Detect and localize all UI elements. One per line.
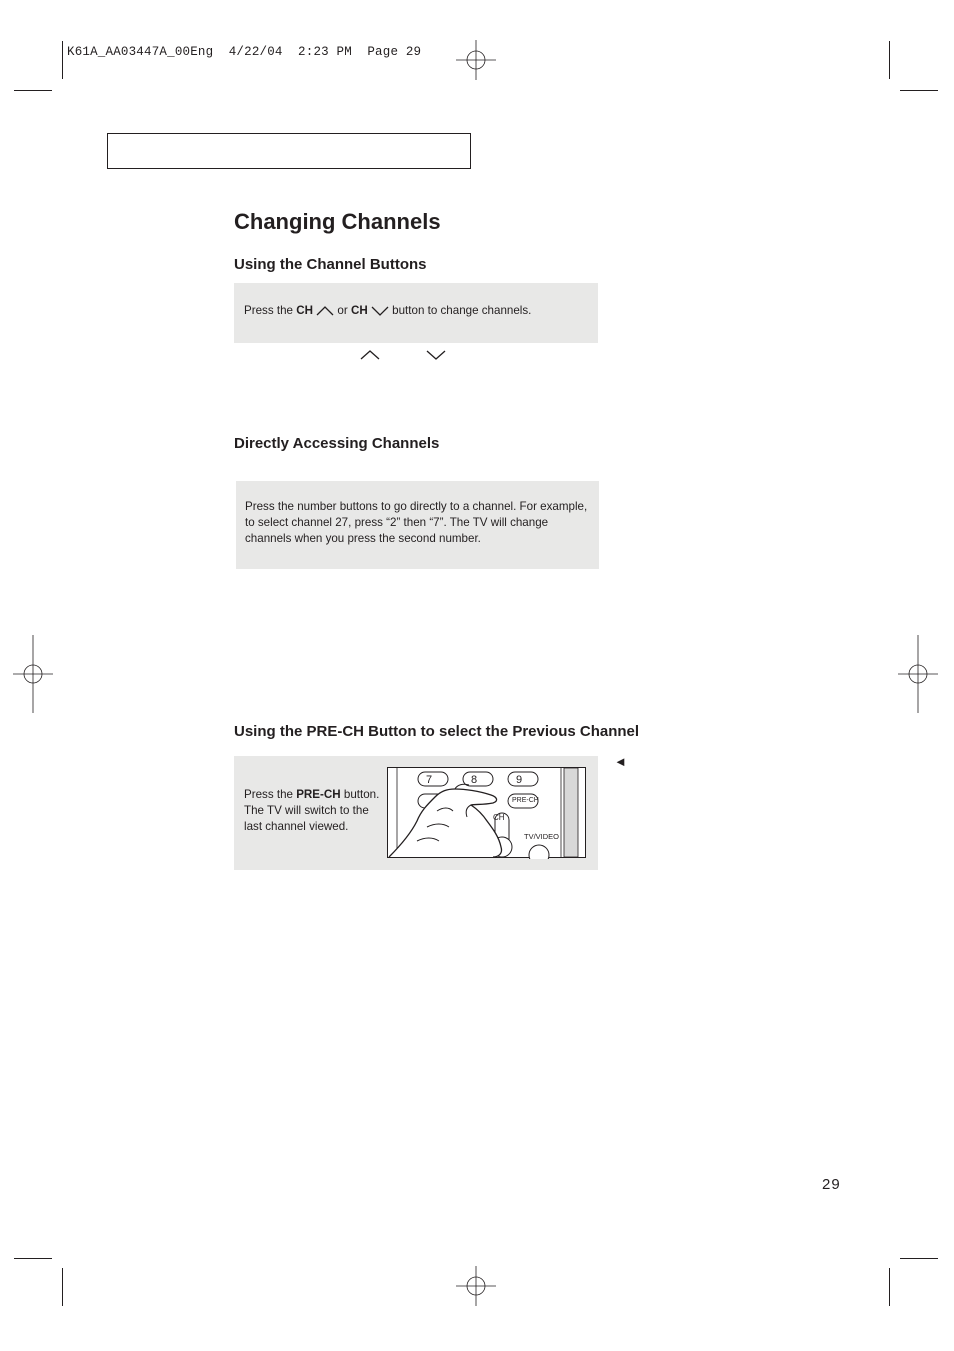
text-line-3: last channel viewed. bbox=[244, 820, 349, 833]
registration-mark-icon bbox=[456, 1266, 496, 1306]
text-press-the: Press the bbox=[244, 788, 297, 801]
crop-mark bbox=[889, 1268, 890, 1306]
print-slug: K61A_AA03447A_00Eng 4/22/04 2:23 PM Page 29 bbox=[67, 45, 422, 59]
registration-mark-icon bbox=[13, 635, 53, 713]
pre-ch-panel bbox=[234, 756, 598, 870]
channel-buttons-text bbox=[244, 303, 531, 319]
ch-label: CH bbox=[350, 304, 368, 317]
remote-illustration bbox=[387, 767, 587, 859]
chevron-down-icon bbox=[426, 349, 446, 361]
key-8-label: 8 bbox=[471, 774, 478, 786]
page-title: Changing Channels bbox=[234, 209, 441, 234]
ch-label: CH bbox=[296, 304, 313, 317]
heading-direct-access: Directly Accessing Channels bbox=[234, 435, 440, 452]
channel-buttons-panel bbox=[234, 283, 598, 343]
continue-marker: ◄ bbox=[614, 754, 627, 769]
crop-mark bbox=[889, 41, 890, 79]
ch-key-label: CH bbox=[493, 813, 505, 822]
pre-ch-label: PRE-CH bbox=[296, 788, 341, 801]
text-press-the: Press the bbox=[244, 304, 297, 317]
key-7-label: 7 bbox=[426, 774, 433, 786]
registration-mark-icon bbox=[456, 40, 496, 80]
direct-access-text: Press the number buttons to go directly to a channel. For example, to select channel 27, press “2” then “7”. The TV will change channels when you press the second number. bbox=[245, 500, 588, 545]
pre-ch-key-label: PRE-CH bbox=[512, 797, 539, 804]
key-9-label: 9 bbox=[516, 774, 523, 786]
crop-mark bbox=[14, 90, 52, 91]
section-header-box bbox=[107, 133, 471, 169]
pre-ch-text bbox=[244, 787, 384, 835]
direct-access-panel bbox=[236, 481, 599, 569]
crop-mark bbox=[900, 90, 938, 91]
chevron-up-icon bbox=[360, 349, 380, 361]
heading-pre-ch: Using the PRE-CH Button to select the Previous Channel bbox=[234, 723, 640, 740]
heading-channel-buttons: Using the Channel Buttons bbox=[234, 256, 427, 273]
chevron-down-icon bbox=[371, 305, 389, 317]
crop-mark bbox=[900, 1258, 938, 1259]
text-line-2: The TV will switch to the bbox=[244, 804, 369, 817]
crop-mark bbox=[62, 41, 63, 79]
text-or: or bbox=[334, 304, 351, 317]
tv-video-key-label: TV/VIDEO bbox=[524, 832, 560, 841]
crop-mark bbox=[14, 1258, 52, 1259]
text-button: button. bbox=[340, 788, 380, 801]
registration-mark-icon bbox=[898, 635, 938, 713]
page-number: 29 bbox=[822, 1176, 841, 1193]
text-rest: button to change channels. bbox=[388, 304, 532, 317]
chevron-up-icon bbox=[316, 305, 334, 317]
crop-mark bbox=[62, 1268, 63, 1306]
